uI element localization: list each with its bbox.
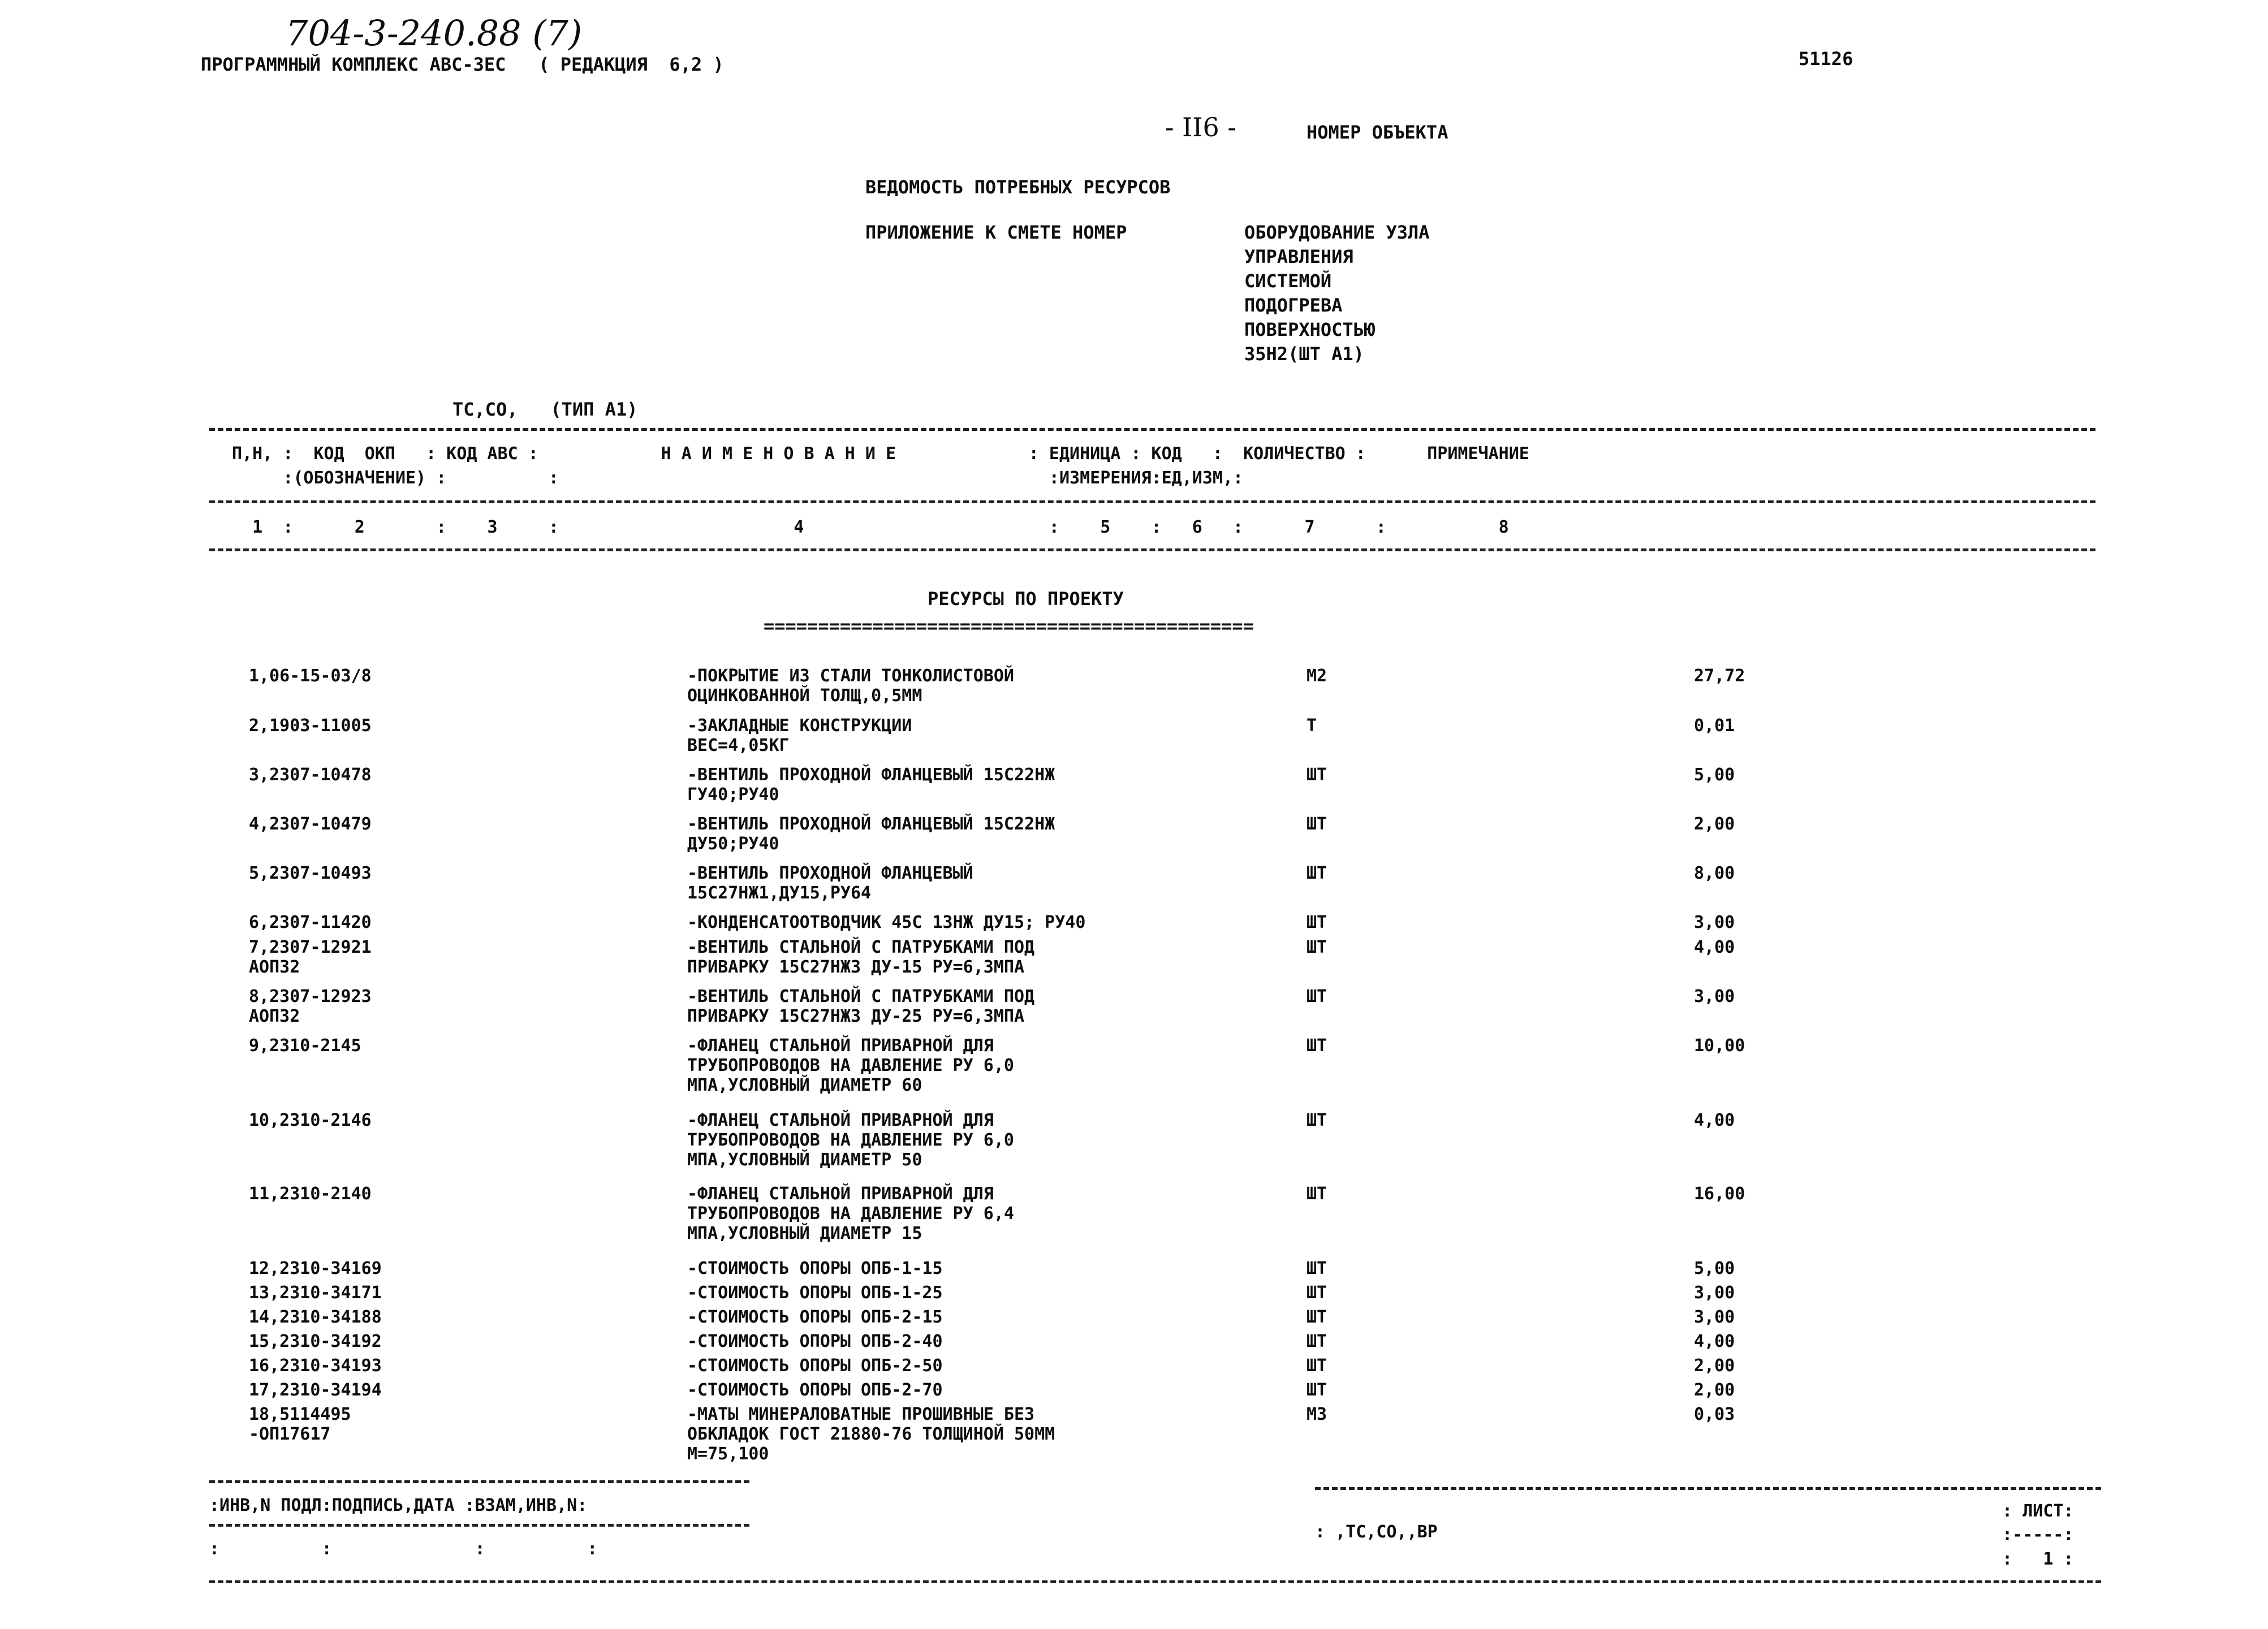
row-code: 11,2310-2140	[249, 1184, 372, 1204]
appendix-line: СИСТЕМОЙ	[1244, 270, 1332, 292]
row-unit: М3	[1307, 1405, 1327, 1424]
row-unit: ШТ	[1307, 1380, 1327, 1400]
sheet-label: : ЛИСТ:	[2002, 1501, 2074, 1521]
row-code: 12,2310-34169	[249, 1259, 382, 1278]
row-code: 5,2307-10493	[249, 863, 372, 883]
page-number: - II6 -	[1165, 112, 1236, 142]
appendix-label: ПРИЛОЖЕНИЕ К СМЕТЕ НОМЕР	[865, 222, 1127, 243]
row-name: -ВЕНТИЛЬ ПРОХОДНОЙ ФЛАНЦЕВЫЙ 15С22НЖ ГУ40;РУ40	[687, 765, 1055, 805]
tc-label: ТС,СО, (ТИП А1)	[452, 399, 638, 420]
section-underline: =============================================	[764, 615, 1254, 637]
row-quantity: 0,03	[1694, 1405, 1735, 1424]
object-label: НОМЕР ОБЪЕКТА	[1307, 122, 1448, 143]
row-unit: ШТ	[1307, 1036, 1327, 1056]
row-unit: ШТ	[1307, 1307, 1327, 1327]
row-quantity: 16,00	[1694, 1184, 1745, 1204]
program-line: ПРОГРАММНЫЙ КОМПЛЕКС АВС-3ЕС ( РЕДАКЦИЯ 6,2 )	[201, 54, 724, 75]
row-name: -СТОИМОСТЬ ОПОРЫ ОПБ-2-50	[687, 1356, 943, 1376]
row-unit: ШТ	[1307, 1184, 1327, 1204]
row-name: -СТОИМОСТЬ ОПОРЫ ОПБ-1-25	[687, 1283, 943, 1303]
row-code: 8,2307-12923 АОП32	[249, 987, 372, 1026]
row-quantity: 27,72	[1694, 666, 1745, 686]
table-header-line2: :(ОБОЗНАЧЕНИЕ) : : :ИЗМЕРЕНИЯ:ЕД,ИЗМ,:	[232, 468, 1244, 488]
document-title: ВЕДОМОСТЬ ПОТРЕБНЫХ РЕСУРСОВ	[865, 176, 1171, 198]
row-name: -ФЛАНЕЦ СТАЛЬНОЙ ПРИВАРНОЙ ДЛЯ ТРУБОПРОВОДОВ НА ДАВЛЕНИЕ РУ 6,0 МПА,УСЛОВНЫЙ ДИАМЕТР 50	[687, 1111, 1014, 1170]
row-unit: ШТ	[1307, 987, 1327, 1006]
row-code: 2,1903-11005	[249, 716, 372, 736]
row-quantity: 4,00	[1694, 1111, 1735, 1130]
document-code: : ,ТС,СО,,ВР	[1315, 1522, 1438, 1542]
row-code: 10,2310-2146	[249, 1111, 372, 1130]
appendix-line: ПОВЕРХНОСТЬЮ	[1244, 319, 1376, 340]
row-unit: ШТ	[1307, 913, 1327, 932]
row-unit: ШТ	[1307, 1283, 1327, 1303]
row-name: -ЗАКЛАДНЫЕ КОНСТРУКЦИИ ВЕС=4,05КГ	[687, 716, 912, 755]
row-code: 14,2310-34188	[249, 1307, 382, 1327]
rule	[209, 428, 2095, 431]
row-name: -СТОИМОСТЬ ОПОРЫ ОПБ-2-40	[687, 1332, 943, 1351]
row-unit: ШТ	[1307, 1332, 1327, 1351]
row-code: 1,06-15-03/8	[249, 666, 372, 686]
appendix-line: ОБОРУДОВАНИЕ УЗЛА	[1244, 222, 1430, 243]
row-name: -СТОИМОСТЬ ОПОРЫ ОПБ-1-15	[687, 1259, 943, 1278]
stamp-header: :ИНВ,N ПОДЛ:ПОДПИСЬ,ДАТА :ВЗАМ,ИНВ,N:	[209, 1496, 588, 1515]
row-unit: ШТ	[1307, 1111, 1327, 1130]
appendix-line: ПОДОГРЕВА	[1244, 295, 1343, 316]
row-unit: ШТ	[1307, 1356, 1327, 1376]
rule	[209, 1524, 749, 1527]
row-unit: ШТ	[1307, 765, 1327, 785]
section-title: РЕСУРСЫ ПО ПРОЕКТУ	[928, 588, 1124, 610]
row-quantity: 10,00	[1694, 1036, 1745, 1056]
sheet-number: : 1 :	[2002, 1549, 2074, 1569]
appendix-line: 35Н2(ШТ А1)	[1244, 343, 1364, 365]
row-quantity: 8,00	[1694, 863, 1735, 883]
row-name: -СТОИМОСТЬ ОПОРЫ ОПБ-2-15	[687, 1307, 943, 1327]
row-name: -ВЕНТИЛЬ СТАЛЬНОЙ С ПАТРУБКАМИ ПОД ПРИВАРКУ 15С27НЖ3 ДУ-15 РУ=6,3МПА	[687, 937, 1035, 977]
row-quantity: 3,00	[1694, 1283, 1735, 1303]
row-unit: ШТ	[1307, 814, 1327, 834]
row-quantity: 5,00	[1694, 1259, 1735, 1278]
handwritten-project-code: 704-3-240.88 (7)	[286, 12, 583, 54]
row-quantity: 5,00	[1694, 765, 1735, 785]
row-quantity: 2,00	[1694, 1356, 1735, 1376]
row-unit: ШТ	[1307, 937, 1327, 957]
rule	[209, 500, 2095, 503]
row-quantity: 4,00	[1694, 1332, 1735, 1351]
row-code: 4,2307-10479	[249, 814, 372, 834]
rule	[209, 1480, 749, 1483]
row-name: -ПОКРЫТИЕ ИЗ СТАЛИ ТОНКОЛИСТОВОЙ ОЦИНКОВАННОЙ ТОЛЩ,0,5ММ	[687, 666, 1014, 706]
row-code: 16,2310-34193	[249, 1356, 382, 1376]
row-code: 13,2310-34171	[249, 1283, 382, 1303]
stamp-cells: : : : :	[209, 1539, 598, 1559]
row-name: -ФЛАНЕЦ СТАЛЬНОЙ ПРИВАРНОЙ ДЛЯ ТРУБОПРОВОДОВ НА ДАВЛЕНИЕ РУ 6,0 МПА,УСЛОВНЫЙ ДИАМЕТР 60	[687, 1036, 1014, 1095]
row-unit: ШТ	[1307, 863, 1327, 883]
row-quantity: 4,00	[1694, 937, 1735, 957]
row-quantity: 2,00	[1694, 1380, 1735, 1400]
row-quantity: 2,00	[1694, 814, 1735, 834]
row-name: -СТОИМОСТЬ ОПОРЫ ОПБ-2-70	[687, 1380, 943, 1400]
row-unit: ШТ	[1307, 1259, 1327, 1278]
rule	[209, 1580, 2101, 1583]
row-code: 9,2310-2145	[249, 1036, 361, 1056]
row-unit: Т	[1307, 716, 1317, 736]
row-code: 15,2310-34192	[249, 1332, 382, 1351]
row-name: -ВЕНТИЛЬ СТАЛЬНОЙ С ПАТРУБКАМИ ПОД ПРИВАРКУ 15С27НЖ3 ДУ-25 РУ=6,3МПА	[687, 987, 1035, 1026]
row-name: -КОНДЕНСАТООТВОДЧИК 45С 13НЖ ДУ15; РУ40	[687, 913, 1086, 932]
row-name: -МАТЫ МИНЕРАЛОВАТНЫЕ ПРОШИВНЫЕ БЕЗ ОБКЛАДОК ГОСТ 21880-76 ТОЛЩИНОЙ 50ММ М=75,100	[687, 1405, 1055, 1464]
row-name: -ВЕНТИЛЬ ПРОХОДНОЙ ФЛАНЦЕВЫЙ 15С27НЖ1,ДУ15,РУ64	[687, 863, 973, 903]
rule	[209, 548, 2095, 551]
row-name: -ВЕНТИЛЬ ПРОХОДНОЙ ФЛАНЦЕВЫЙ 15С22НЖ ДУ50;РУ40	[687, 814, 1055, 854]
appendix-line: УПРАВЛЕНИЯ	[1244, 246, 1353, 267]
row-code: 7,2307-12921 АОП32	[249, 937, 372, 977]
row-quantity: 3,00	[1694, 1307, 1735, 1327]
row-code: 18,5114495 -ОП17617	[249, 1405, 351, 1444]
rule	[1315, 1487, 2101, 1490]
column-numbers: 1 : 2 : 3 : 4 : 5 : 6 : 7 : 8	[232, 517, 1509, 537]
sheet-separator: :-----:	[2002, 1525, 2074, 1545]
row-code: 6,2307-11420	[249, 913, 372, 932]
row-name: -ФЛАНЕЦ СТАЛЬНОЙ ПРИВАРНОЙ ДЛЯ ТРУБОПРОВОДОВ НА ДАВЛЕНИЕ РУ 6,4 МПА,УСЛОВНЫЙ ДИАМЕТР 15	[687, 1184, 1014, 1243]
row-unit: М2	[1307, 666, 1327, 686]
row-quantity: 0,01	[1694, 716, 1735, 736]
row-code: 3,2307-10478	[249, 765, 372, 785]
top-right-code: 51126	[1799, 48, 1853, 70]
table-header-line1: П,Н, : КОД ОКП : КОД АВС : Н А И М Е Н О В А Н И Е : ЕДИНИЦА : КОД : КОЛИЧЕСТВО : ПРИМЕЧАНИЕ	[232, 444, 1529, 464]
row-quantity: 3,00	[1694, 987, 1735, 1006]
row-code: 17,2310-34194	[249, 1380, 382, 1400]
row-quantity: 3,00	[1694, 913, 1735, 932]
